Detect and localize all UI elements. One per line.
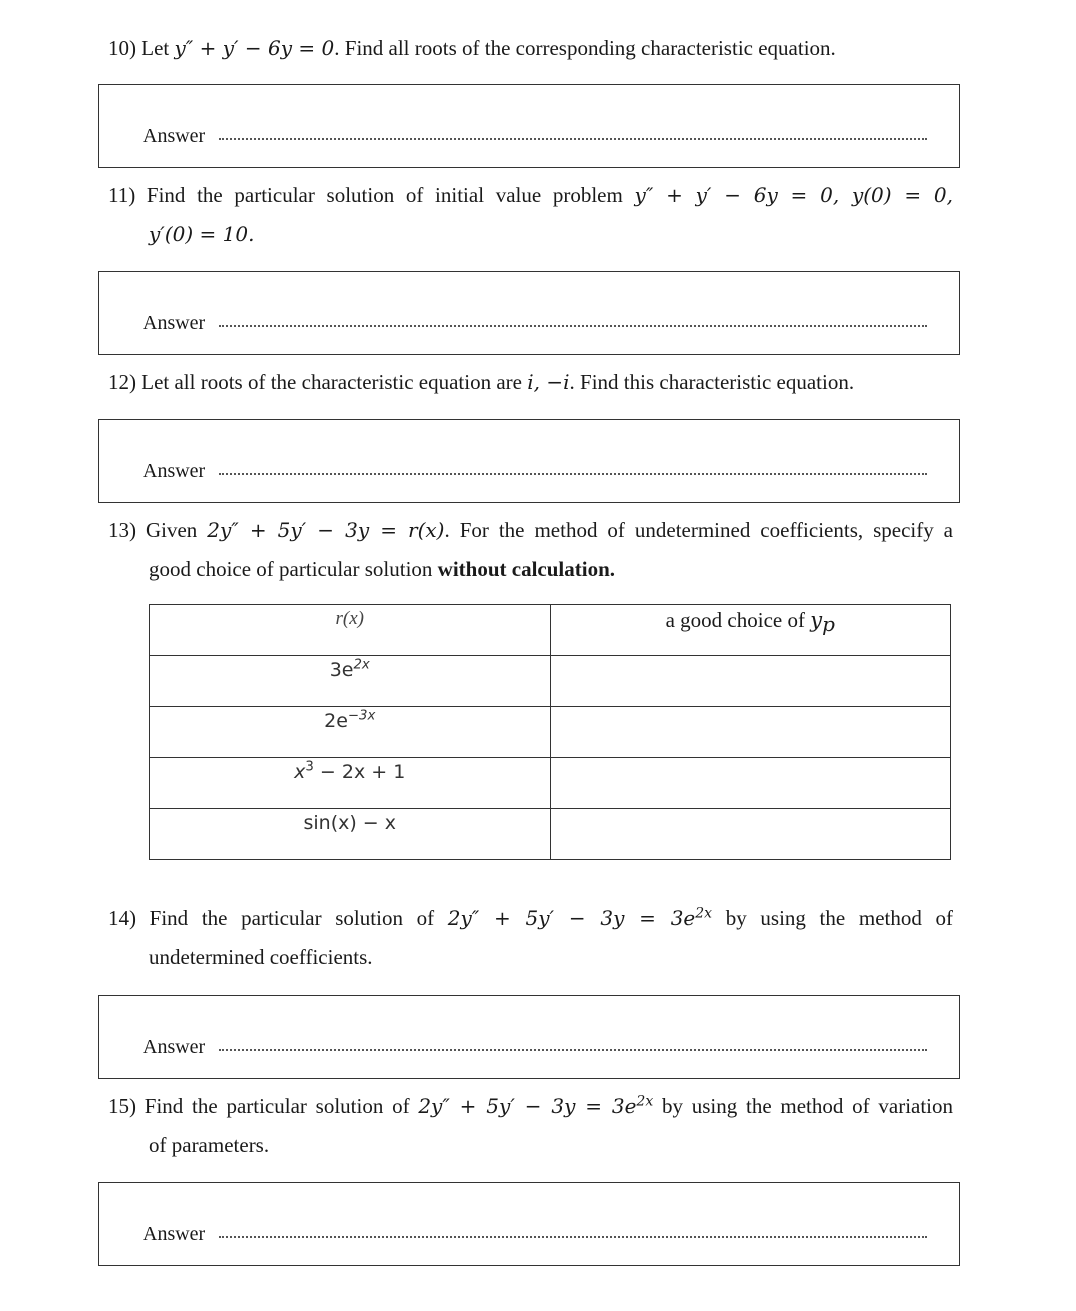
equation: y″ + y′ − 6y = 0, y(0) = 0,: [634, 183, 953, 207]
table-cell-rx: [150, 809, 551, 860]
header-yp-sub: p: [822, 612, 835, 637]
rx-value: $x^3 - 2x + 1$: [294, 759, 406, 783]
equation-continued: y′(0) = 10.: [149, 222, 255, 246]
header-rx-label: r(x): [335, 608, 364, 629]
answer-line[interactable]: [219, 1236, 927, 1238]
question-number: 14): [108, 906, 136, 930]
table-header-row: [150, 605, 951, 656]
answer-label: Answer: [143, 312, 206, 334]
table-cell-rx: [150, 758, 551, 809]
table-row: [150, 656, 951, 707]
table-header-rx: [150, 605, 551, 656]
question-text: by using the method of variation: [653, 1094, 954, 1118]
emphasis-text: without calculation.: [437, 557, 616, 581]
question-number: 12): [108, 370, 136, 394]
question-11: [108, 176, 953, 254]
question-15: [108, 1087, 953, 1165]
question-text: Let all roots of the characteristic equation are: [141, 370, 528, 394]
header-yp-label: a good choice of: [665, 608, 811, 632]
question-text: good choice of particular solution: [149, 557, 438, 581]
answer-line[interactable]: [219, 325, 927, 327]
table-row: [150, 758, 951, 809]
question-text-continued: of parameters.: [149, 1133, 270, 1157]
question-10: [108, 29, 953, 68]
table-cell-rx: [150, 707, 551, 758]
equation: $2y'' + 5y' - 3y = 3e^{2x}$: [418, 1093, 654, 1118]
question-text: Let: [141, 36, 175, 60]
answer-label: Answer: [143, 125, 206, 147]
question-number: 10): [108, 36, 136, 60]
table-row: [150, 707, 951, 758]
question-text: by using the method of: [712, 906, 954, 930]
question-text: . For the method of undetermined coefficients, specify a: [444, 518, 954, 542]
table-header-yp: [550, 605, 951, 656]
question-text-continued: [108, 550, 953, 589]
question-number: 11): [108, 183, 136, 207]
table-cell-rx: [150, 656, 551, 707]
answer-line[interactable]: [219, 1049, 927, 1051]
answer-label: Answer: [143, 1036, 206, 1058]
answer-box-11[interactable]: [98, 271, 960, 355]
question-text: Find the particular solution of: [149, 906, 448, 930]
answer-box-15[interactable]: [98, 1182, 960, 1266]
question-12: [108, 363, 953, 402]
question-text-continued: undetermined coefficients.: [149, 945, 373, 969]
question-text: . Find all roots of the corresponding characteristic equation.: [334, 36, 836, 60]
rx-value: $2e^{-3x}$: [324, 708, 376, 732]
answer-box-10[interactable]: [98, 84, 960, 168]
equation: $2y'' + 5y' - 3y = 3e^{2x}$: [447, 905, 713, 930]
table-cell-yp-input[interactable]: [550, 758, 951, 809]
equation: y″ + y′ − 6y = 0: [174, 36, 335, 60]
answer-box-12[interactable]: [98, 419, 960, 503]
question-text: Find the particular solution of initial value problem: [146, 183, 635, 207]
question-14: [108, 899, 953, 977]
answer-line[interactable]: [219, 473, 927, 475]
answer-box-14[interactable]: [98, 995, 960, 1079]
question-13: [108, 511, 953, 589]
coefficients-table: [149, 604, 951, 860]
answer-label: Answer: [143, 460, 206, 482]
rx-value: sin(x) − x: [303, 812, 397, 834]
question-text: Given: [145, 518, 208, 542]
table-cell-yp-input[interactable]: [550, 707, 951, 758]
question-number: 13): [108, 518, 136, 542]
answer-line[interactable]: [219, 138, 927, 140]
question-number: 15): [108, 1094, 136, 1118]
table-row: [150, 809, 951, 860]
rx-value: $3e^{2x}$: [329, 657, 370, 681]
question-text: . Find this characteristic equation.: [569, 370, 855, 394]
question-text: Find the particular solution of: [144, 1094, 419, 1118]
equation: i, −i: [527, 370, 570, 394]
answer-label: Answer: [143, 1223, 206, 1245]
header-yp-var: y: [810, 608, 823, 632]
equation: 2y″ + 5y′ − 3y = r(x): [207, 518, 445, 542]
table-cell-yp-input[interactable]: [550, 656, 951, 707]
table-cell-yp-input[interactable]: [550, 809, 951, 860]
